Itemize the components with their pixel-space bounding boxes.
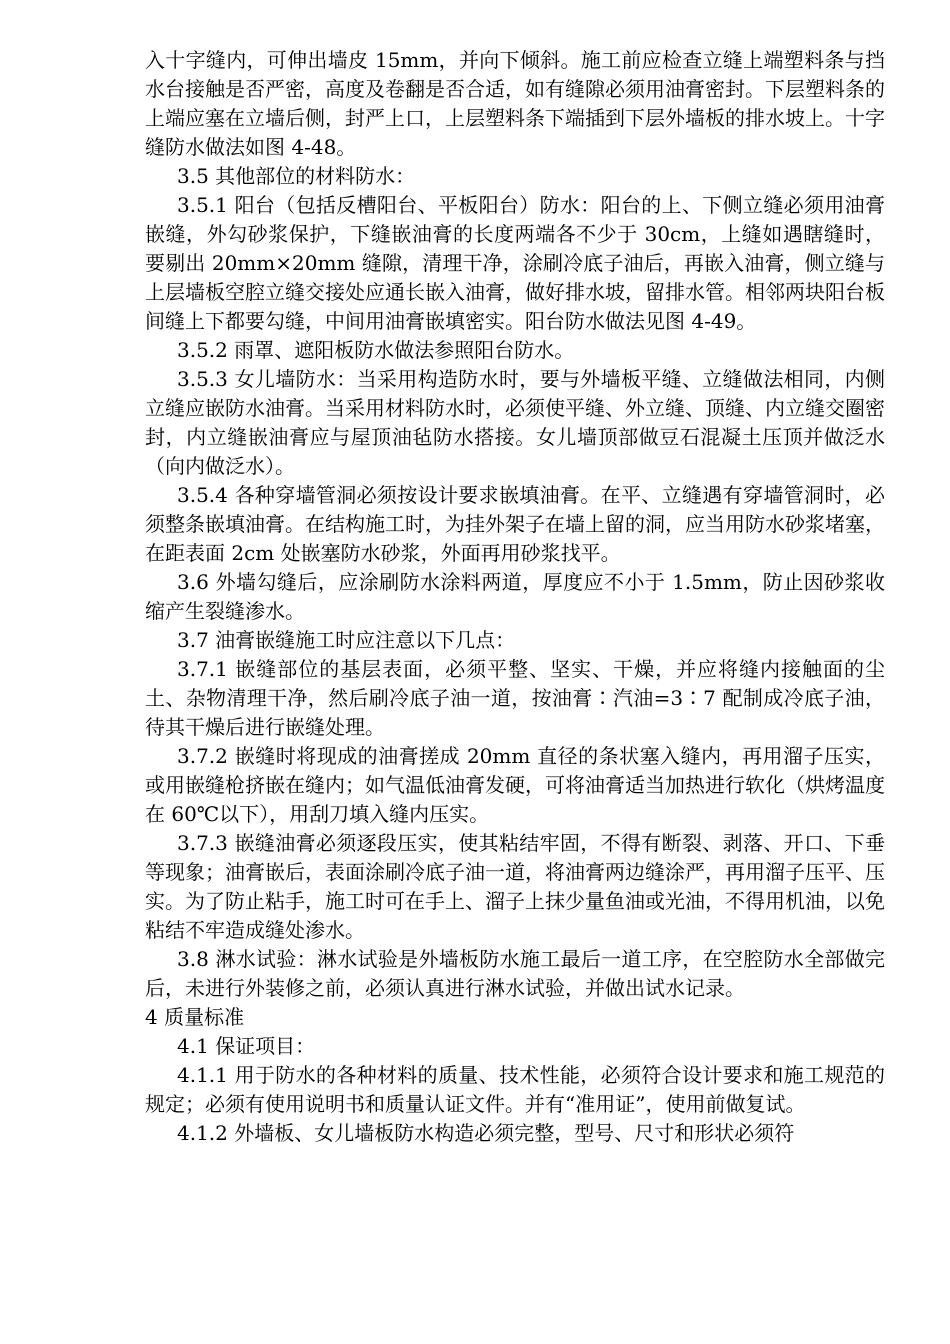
paragraph-3-7-1: 3.7.1 嵌缝部位的基层表面，必须平整、坚实、干燥，并应将缝内接触面的尘土、杂物清理干净，然后刷冷底子油一道，按油膏∶汽油=3∶7 配制成冷底子油，待其干燥后进行嵌缝处理。 (145, 657, 885, 739)
paragraph-4-1-2: 4.1.2 外墙板、女儿墙板防水构造必须完整，型号、尺寸和形状必须符 (177, 1121, 795, 1145)
paragraph-3-5-1: 3.5.1 阳台（包括反槽阳台、平板阳台）防水：阳台的上、下侧立缝必须用油膏嵌缝，外勾砂浆保护，下缝嵌油膏的长度两端各不少于 30cm，上缝如遇瞎缝时，要剔出 20mm×20mm 缝隙，清理干净，涂刷冷底子油后，再嵌入油膏，侧立缝与上层墙板空腔立缝交接处应通长嵌入油膏，做好排水坡，留排水管。相邻两块阳台板间缝上下都要勾缝，中间用油膏嵌填密实。阳台防水做法见图 4-49。 (145, 193, 885, 333)
paragraph-3-5-4: 3.5.4 各种穿墙管洞必须按设计要求嵌填油膏。在平、立缝遇有穿墙管洞时，必须整条嵌填油膏。在结构施工时，为挂外架子在墙上留的洞，应当用防水砂浆堵塞，在距表面 2cm 处嵌塞防水砂浆，外面再用砂浆找平。 (145, 483, 885, 565)
paragraph-3-7-2: 3.7.2 嵌缝时将现成的油膏搓成 20mm 直径的条状塞入缝内，再用溜子压实，或用嵌缝枪挤嵌在缝内；如气温低油膏发硬，可将油膏适当加热进行软化（烘烤温度在 60℃以下），用刮刀填入缝内压实。 (145, 744, 885, 826)
document-page (145, 46, 885, 1148)
section-heading-4-1: 4.1 保证项目： (177, 1034, 316, 1058)
paragraph-3-8: 3.8 淋水试验：淋水试验是外墙板防水施工最后一道工序，在空腔防水全部做完后，未进行外装修之前，必须认真进行淋水试验，并做出试水记录。 (145, 947, 885, 1000)
section-heading-4: 4 质量标准 (145, 1005, 245, 1029)
section-heading-3-5: 3.5 其他部位的材料防水： (177, 164, 416, 188)
paragraph-3-5-3: 3.5.3 女儿墙防水：当采用构造防水时，要与外墙板平缝、立缝做法相同，内侧立缝应嵌防水油膏。当采用材料防水时，必须使平缝、外立缝、顶缝、内立缝交圈密封，内立缝嵌油膏应与屋顶油毡防水搭接。女儿墙顶部做豆石混凝土压顶并做泛水（向内做泛水）。 (145, 367, 885, 478)
paragraph-continuation: 入十字缝内，可伸出墙皮 15mm，并向下倾斜。施工前应检查立缝上端塑料条与挡水台接触是否严密，高度及卷翻是否合适，如有缝隙必须用油膏密封。下层塑料条的上端应塞在立墙后侧，封严上口，上层塑料条下端插到下层外墙板的排水坡上。十字缝防水做法如图 4-48。 (145, 48, 885, 159)
paragraph-3-6: 3.6 外墙勾缝后，应涂刷防水涂料两道，厚度应不小于 1.5mm，防止因砂浆收缩产生裂缝渗水。 (145, 570, 885, 623)
section-heading-3-7: 3.7 油膏嵌缝施工时应注意以下几点： (177, 628, 516, 652)
paragraph-3-5-2: 3.5.2 雨罩、遮阳板防水做法参照阳台防水。 (177, 338, 575, 362)
paragraph-4-1-1: 4.1.1 用于防水的各种材料的质量、技术性能，必须符合设计要求和施工规范的规定；必须有使用说明书和质量认证文件。并有“准用证”，使用前做复试。 (145, 1063, 885, 1116)
paragraph-3-7-3: 3.7.3 嵌缝油膏必须逐段压实，使其粘结牢固，不得有断裂、剥落、开口、下垂等现象；油膏嵌后，表面涂刷冷底子油一道，将油膏两边缝涂严，再用溜子压平、压实。为了防止粘手，施工时可在手上、溜子上抹少量鱼油或光油，不得用机油，以免粘结不牢造成缝处渗水。 (145, 831, 885, 942)
